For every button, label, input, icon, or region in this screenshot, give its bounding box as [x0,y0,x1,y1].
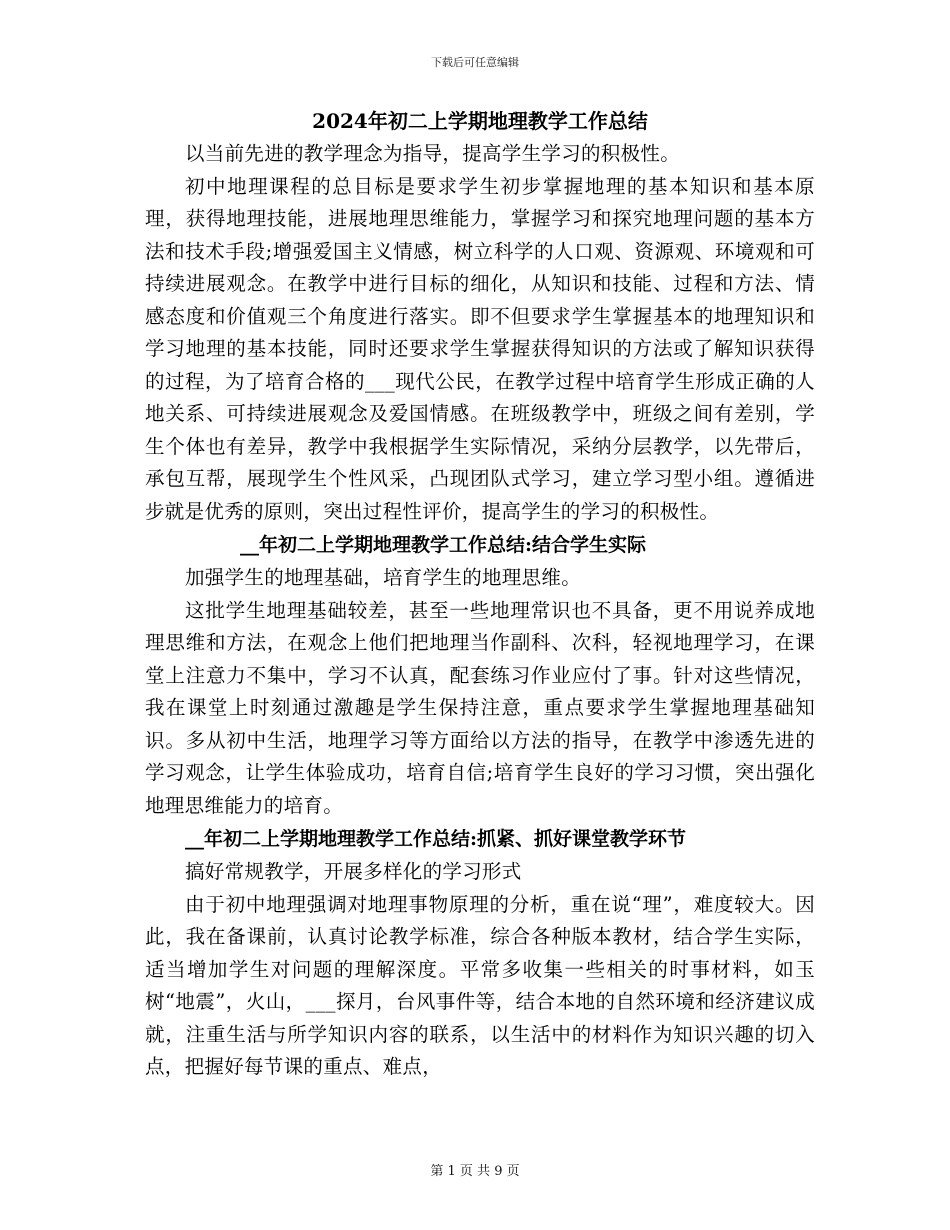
paragraph: 搞好常规教学，开展多样化的学习形式 [185,860,522,883]
paragraph: 这批学生地理基础较差，甚至一些地理常识也不具备，更不用说养成地理思维和方法，在观念上他们把地理当作副科、次科，轻视地理学习，在课堂上注意力不集中，学习不认真，配套练习作业应付了事。针对这些情况，我在课堂上时刻通过激趣是学生保持注意，重点要求学生掌握地理基础知识。多从初中生活，地理学习等方面给以方法的指导，在教学中渗透先进的学习观念，让学生体验成功，培育自信;培育学生良好的学习习惯，突出强化地理思维能力的培育。 [145,598,815,817]
page-header: 下载后可任意编辑 [431,56,519,69]
section-heading: __年初二上学期地理教学工作总结:结合学生实际 [240,534,647,556]
section-heading: __年初二上学期地理教学工作总结:抓紧、抓好课堂教学环节 [185,828,687,850]
paragraph: 初中地理课程的总目标是要求学生初步掌握地理的基本知识和基本原理，获得地理技能，进展地理思维能力，掌握学习和探究地理问题的基本方法和技术手段;增强爱国主义情感，树立科学的人口观、资源观、环境观和可持续进展观念。在教学中进行目标的细化，从知识和技能、过程和方法、情感态度和价值观三个角度进行落实。即不但要求学生掌握基本的地理知识和学习地理的基本技能，同时还要求学生掌握获得知识的方法或了解知识获得的过程，为了培育合格的___现代公民，在教学过程中培育学生形成正确的人地关系、可持续进展观念及爱国情感。在班级教学中，班级之间有差别，学生个体也有差异，教学中我根据学生实际情况，采纳分层教学，以先带后，承包互帮，展现学生个性风采，凸现团队式学习，建立学习型小组。遵循进步就是优秀的原则，突出过程性评价，提高学生的学习的积极性。 [145,174,815,523]
document-title: 2024年初二上学期地理教学工作总结 [312,109,648,133]
paragraph: 加强学生的地理基础，培育学生的地理思维。 [185,566,582,589]
paragraph: 由于初中地理强调对地理事物原理的分析，重在说“理”，难度较大。因此，我在备课前，认真讨论教学标准，综合各种版本教材，结合学生实际，适当增加学生对问题的理解深度。平常多收集一些相关的时事材料，如玉树“地震”，火山，___探月，台风事件等，结合本地的自然环境和经济建议成就，注重生活与所学知识内容的联系，以生活中的材料作为知识兴趣的切入点，把握好每节课的重点、难点， [145,892,815,1078]
page-footer: 第 1 页 共 9 页 [430,1164,520,1179]
paragraph: 以当前先进的教学理念为指导，提高学生学习的积极性。 [185,142,681,165]
document-body [145,104,815,1084]
